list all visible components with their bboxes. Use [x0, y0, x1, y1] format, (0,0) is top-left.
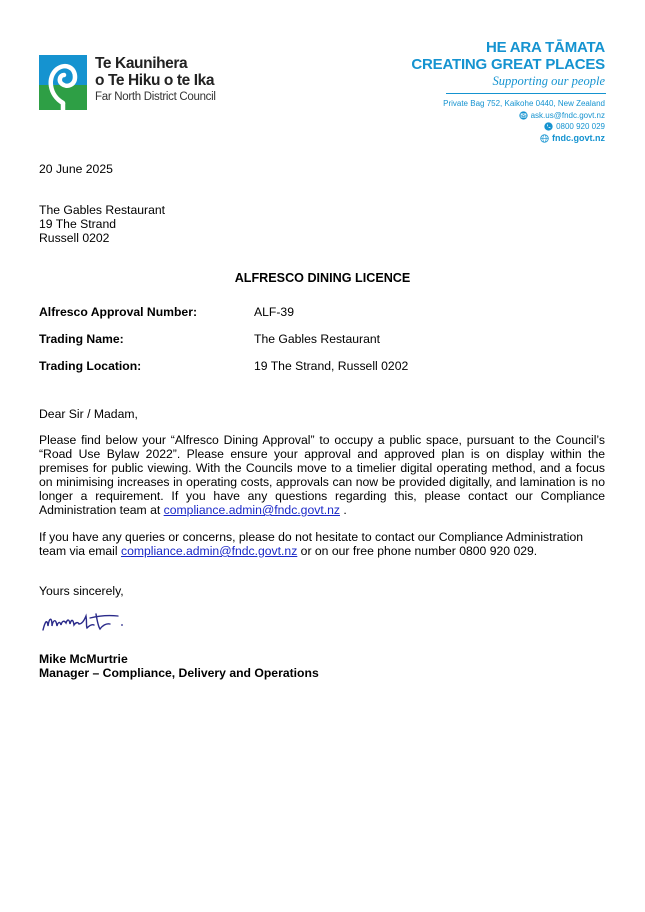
compliance-email-link[interactable]: compliance.admin@fndc.govt.nz [120, 544, 298, 558]
slogan-tagline: Supporting our people [492, 74, 605, 88]
council-phone [544, 122, 605, 131]
globe-icon [540, 134, 549, 143]
detail-label-trading-location: Trading Location: [39, 359, 142, 373]
council-logo [39, 53, 216, 113]
council-email[interactable] [519, 111, 605, 120]
compliance-email-link[interactable]: compliance.admin@fndc.govt.nz [163, 503, 340, 517]
paragraph-contact-end: or on our free phone number 0800 920 029. [297, 544, 538, 558]
council-email-text[interactable]: ask.us@fndc.govt.nz [530, 111, 605, 120]
email-icon [519, 111, 528, 120]
slogan-maori: HE ARA TĀMATA [485, 39, 605, 56]
council-website[interactable] [540, 133, 605, 143]
council-website-text[interactable]: fndc.govt.nz [552, 133, 605, 143]
council-phone-text: 0800 920 029 [556, 122, 605, 131]
letter-date: 20 June 2025 [39, 162, 113, 176]
paragraph-contact-info [39, 530, 605, 558]
closing: Yours sincerely, [39, 584, 124, 598]
handwritten-signature [40, 604, 140, 638]
council-address-text: Private Bag 752, Kaikohe 0440, New Zealand [443, 99, 605, 108]
letter-title: ALFRESCO DINING LICENCE [234, 271, 411, 285]
recipient-line: 19 The Strand [39, 217, 117, 231]
salutation: Dear Sir / Madam, [39, 407, 138, 421]
logo-text-line3: Far North District Council [95, 91, 216, 103]
detail-value-trading-location: 19 The Strand, Russell 0202 [254, 359, 409, 373]
logo-text-line2: o Te Hiku o te Ika [95, 72, 215, 89]
paragraph-approval-info [39, 433, 605, 517]
signer-name: Mike McMurtrie [39, 652, 128, 666]
paragraph-approval-end: . [339, 503, 347, 517]
council-logo-mark-icon [39, 55, 87, 110]
detail-label-trading-name: Trading Name: [39, 332, 124, 346]
detail-value-trading-name: The Gables Restaurant [254, 332, 381, 346]
detail-label-approval-number: Alfresco Approval Number: [39, 305, 198, 319]
paragraph-contact-text: If you have any queries or concerns, please do not hesitate to contact our Compliance Administration team via email [39, 530, 584, 558]
paragraph-approval-text: Please find below your “Alfresco Dining Approval” to occupy a public space, pursuant to the Council’s “Road Use Bylaw 2022”. Please ensure your approval and approved plan is on display within the premises for public viewing. With the Councils move to a timelier digital operating method, and a focus on minimising increases in operating costs, approvals can now be provided digitally, and lamination is no longer a requirement. If you have any questions regarding this, please contact our Compliance Administration team at [39, 433, 605, 517]
logo-text-line1: Te Kaunihera [95, 55, 188, 72]
recipient-line: Russell 0202 [39, 231, 110, 245]
header-divider [446, 93, 606, 94]
recipient-line: The Gables Restaurant [39, 203, 166, 217]
council-address [443, 99, 605, 108]
detail-value-approval-number: ALF-39 [254, 305, 294, 319]
signer-title: Manager – Compliance, Delivery and Operations [39, 666, 319, 680]
slogan-english: CREATING GREAT PLACES [411, 56, 605, 73]
phone-icon [544, 122, 553, 131]
